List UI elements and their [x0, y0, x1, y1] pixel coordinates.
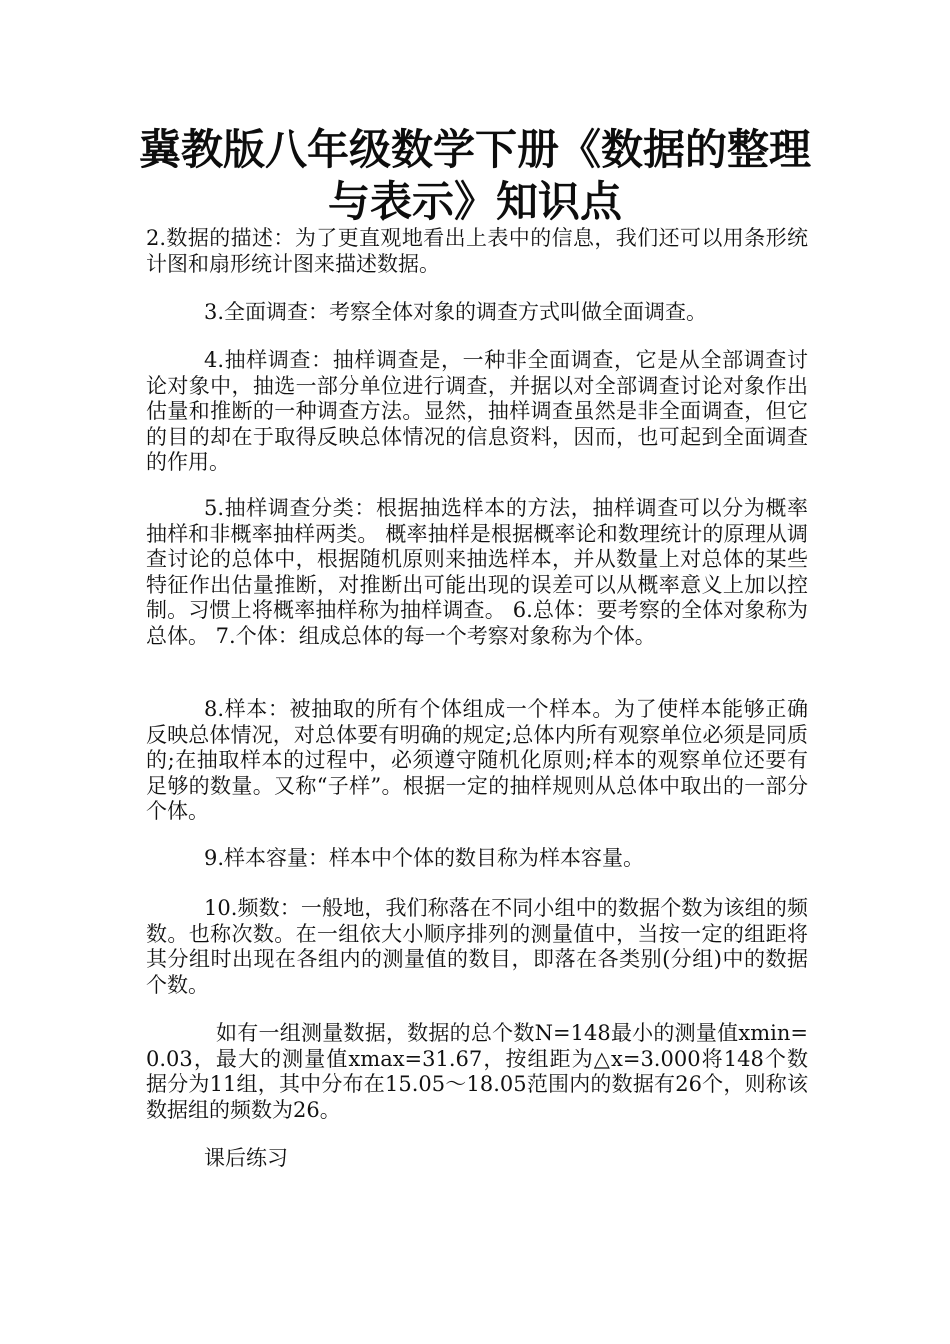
paragraph-frequency: 10.频数：一般地，我们称落在不同小组中的数据个数为该组的频数。也称次数。在一组依大小顺序排列的测量值中，当按一定的组距将其分组时出现在各组内的测量值的数目，即落在各类别(分组)中的数据个数。 — [146, 896, 808, 997]
paragraph-exercises: 课后练习 — [204, 1146, 288, 1170]
paragraph-data-description: 2.数据的描述：为了更直观地看出上表中的信息，我们还可以用条形统计图和扇形统计图来描述数据。 — [146, 226, 808, 276]
paragraph-sampling-types: 5.抽样调查分类：根据抽选样本的方法，抽样调查可以分为概率抽样和非概率抽样两类。 概率抽样是根据概率论和数理统计的原理从调查讨论的总体中，根据随机原则来抽选样本，并从数量上对总体的某些特征作出估量推断，对推断出可能出现的误差可以从概率意义上加以控制。习惯上将概率抽样称为抽样调查。 6.总体：要考察的全体对象称为总体。 7.个体：组成总体的每一个考察对象称为个体。 — [146, 496, 808, 648]
paragraph-sample-size: 9.样本容量：样本中个体的数目称为样本容量。 — [204, 846, 645, 870]
paragraph-full-survey: 3.全面调查：考察全体对象的调查方式叫做全面调查。 — [204, 300, 708, 324]
paragraph-sample: 8.样本：被抽取的所有个体组成一个样本。为了使样本能够正确反映总体情况，对总体要有明确的规定;总体内所有观察单位必须是同质的;在抽取样本的过程中，必须遵守随机化原则;样本的观察单位还要有足够的数量。又称“子样”。根据一定的抽样规则从总体中取出的一部分个体。 — [146, 697, 808, 823]
paragraph-sample-survey: 4.抽样调查：抽样调查是，一种非全面调查，它是从全部调查讨论对象中，抽选一部分单位进行调查，并据以对全部调查讨论对象作出估量和推断的一种调查方法。显然，抽样调查虽然是非全面调查，但它的目的却在于取得反映总体情况的信息资料，因而，也可起到全面调查的作用。 — [146, 348, 808, 474]
document-title: 冀教版八年级数学下册《数据的整理与表示》知识点 — [138, 125, 811, 226]
paragraph-frequency-example: 如有一组测量数据，数据的总个数N=148最小的测量值xmin=0.03，最大的测量值xmax=31.67，按组距为△x=3.000将148个数据分为11组，其中分布在15.05～18.05范围内的数据有26个，则称该数据组的频数为26。 — [146, 1021, 808, 1122]
